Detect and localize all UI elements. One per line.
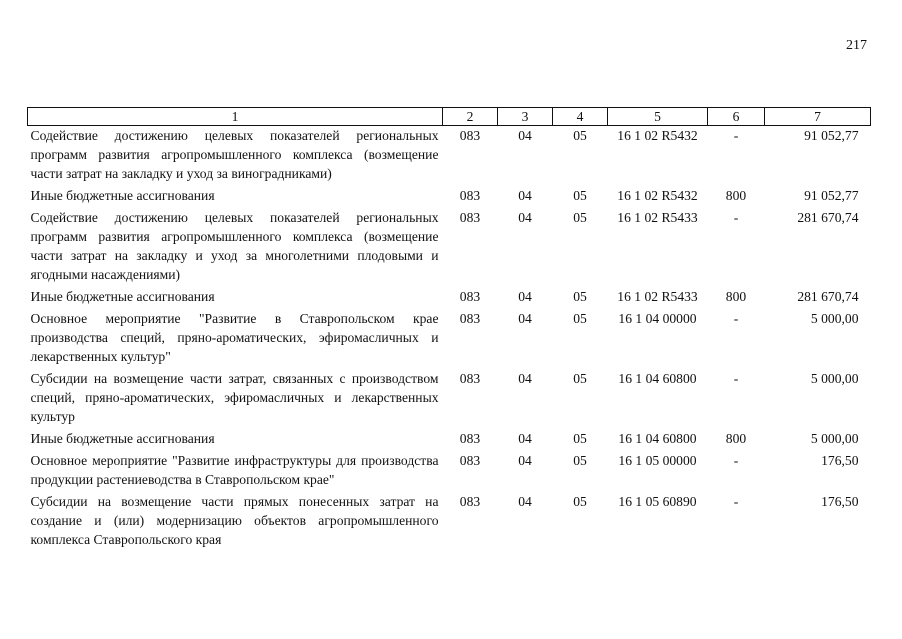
- row-amount: 5 000,00: [810, 431, 859, 446]
- row-target-article: 16 1 04 60800: [618, 431, 697, 446]
- row-amount: 281 670,74: [797, 210, 859, 225]
- row-amount: 176,50: [821, 494, 859, 509]
- table-row: [28, 451, 871, 492]
- row-name: Иные бюджетные ассигнования: [30, 431, 215, 446]
- row-name: Основное мероприятие "Развитие инфраструктуры для производства продукции растениеводства в Ставропольском крае": [30, 453, 439, 487]
- row-amount: 176,50: [821, 453, 859, 468]
- header-col-6: 6: [708, 108, 765, 126]
- header-col-1: 1: [28, 108, 443, 126]
- table-row: [28, 186, 871, 208]
- row-name: Иные бюджетные ассигнования: [30, 289, 215, 304]
- row-subsection: 05: [573, 210, 587, 225]
- row-expense-type: 800: [725, 289, 747, 304]
- row-section: 04: [518, 371, 532, 386]
- row-subsection: 05: [573, 188, 587, 203]
- row-name: Основное мероприятие "Развитие в Ставропольском крае производства специй, пряно-ароматических, эфиромасличных и лекарственных культур": [30, 311, 439, 364]
- row-expense-type: -: [733, 453, 739, 468]
- header-row: [28, 108, 871, 126]
- table-row: [28, 208, 871, 287]
- row-name: Содействие достижению целевых показателей региональных программ развития агропромышленного комплекса (возмещение части затрат на закладку и уход за многолетними плодовыми и ягодными насаждениями): [30, 210, 439, 282]
- row-target-article: 16 1 05 00000: [618, 453, 697, 468]
- row-amount: 281 670,74: [797, 289, 859, 304]
- row-expense-type: -: [733, 371, 739, 386]
- row-ved-code: 083: [459, 210, 481, 225]
- row-ved-code: 083: [459, 188, 481, 203]
- header-col-2: 2: [443, 108, 498, 126]
- row-ved-code: 083: [459, 128, 481, 143]
- row-name: Субсидии на возмещение части затрат, связанных с производством специй, пряно-ароматических, эфиромасличных и лекарственных культур: [30, 371, 439, 424]
- table-row: [28, 309, 871, 369]
- table-row: [28, 429, 871, 451]
- row-section: 04: [518, 128, 532, 143]
- row-target-article: 16 1 02 R5433: [617, 289, 698, 304]
- row-ved-code: 083: [459, 371, 481, 386]
- row-section: 04: [518, 289, 532, 304]
- row-target-article: 16 1 04 60800: [618, 371, 697, 386]
- row-section: 04: [518, 453, 532, 468]
- row-name: Содействие достижению целевых показателей региональных программ развития агропромышленного комплекса (возмещение части затрат на закладку и уход за виноградниками): [30, 128, 439, 181]
- row-expense-type: -: [733, 494, 739, 509]
- row-section: 04: [518, 431, 532, 446]
- header-col-7: 7: [765, 108, 871, 126]
- row-subsection: 05: [573, 371, 587, 386]
- row-ved-code: 083: [459, 289, 481, 304]
- header-col-3: 3: [498, 108, 553, 126]
- table-row: [28, 369, 871, 429]
- row-subsection: 05: [573, 289, 587, 304]
- row-amount: 5 000,00: [810, 371, 859, 386]
- row-name: Иные бюджетные ассигнования: [30, 188, 215, 203]
- row-amount: 5 000,00: [810, 311, 859, 326]
- row-target-article: 16 1 05 60890: [618, 494, 697, 509]
- row-name: Субсидии на возмещение части прямых понесенных затрат на создание и (или) модернизацию объектов агропромышленного комплекса Ставропольского края: [30, 494, 439, 547]
- row-target-article: 16 1 02 R5433: [617, 210, 698, 225]
- row-expense-type: -: [733, 311, 739, 326]
- row-target-article: 16 1 02 R5432: [617, 188, 698, 203]
- row-subsection: 05: [573, 453, 587, 468]
- table-row: [28, 126, 871, 187]
- row-expense-type: 800: [725, 188, 747, 203]
- row-expense-type: 800: [725, 431, 747, 446]
- budget-table: [27, 107, 871, 552]
- table-row: [28, 287, 871, 309]
- row-ved-code: 083: [459, 494, 481, 509]
- table-row: [28, 492, 871, 552]
- row-ved-code: 083: [459, 431, 481, 446]
- row-subsection: 05: [573, 431, 587, 446]
- row-target-article: 16 1 02 R5432: [617, 128, 698, 143]
- row-subsection: 05: [573, 494, 587, 509]
- row-amount: 91 052,77: [804, 128, 859, 143]
- row-section: 04: [518, 311, 532, 326]
- row-subsection: 05: [573, 311, 587, 326]
- header-col-5: 5: [608, 108, 708, 126]
- row-subsection: 05: [573, 128, 587, 143]
- row-section: 04: [518, 210, 532, 225]
- row-amount: 91 052,77: [804, 188, 859, 203]
- row-expense-type: -: [733, 128, 739, 143]
- row-ved-code: 083: [459, 453, 481, 468]
- row-section: 04: [518, 494, 532, 509]
- row-section: 04: [518, 188, 532, 203]
- header-col-4: 4: [553, 108, 608, 126]
- page-number: 217: [846, 38, 867, 53]
- row-ved-code: 083: [459, 311, 481, 326]
- row-expense-type: -: [733, 210, 739, 225]
- row-target-article: 16 1 04 00000: [618, 311, 697, 326]
